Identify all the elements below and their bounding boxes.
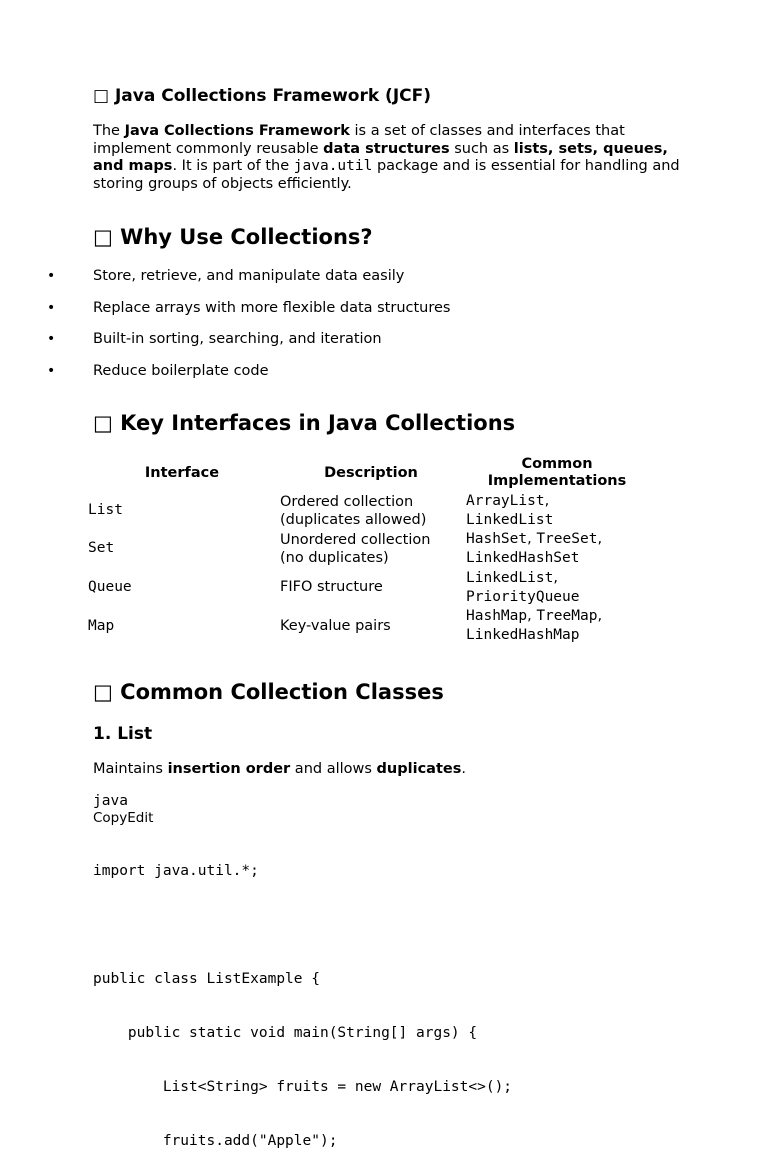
desc-line: Key-value pairs	[280, 618, 391, 634]
code-line: List<String> fruits = new ArrayList<>();	[93, 1079, 513, 1095]
classes-heading-text: Common Collection Classes	[120, 680, 444, 704]
code-line: public class ListExample {	[93, 971, 320, 987]
table-cell-implementations	[466, 530, 602, 568]
jcf-intro-paragraph	[93, 123, 693, 193]
box-icon: □	[93, 680, 113, 704]
bullet-icon: •	[47, 268, 56, 284]
table-cell-implementations	[466, 607, 602, 645]
table-cell-implementations	[466, 569, 580, 607]
desc-line: (no duplicates)	[280, 549, 389, 566]
jcf-heading-text: Java Collections Framework (JCF)	[114, 86, 432, 106]
intro-text: package and is essential for handling and storing groups of objects efficiently.	[93, 158, 680, 192]
intro-text: is a set of classes and interfaces that implement commonly reusable	[93, 123, 625, 157]
desc-line: FIFO structure	[280, 579, 383, 595]
intro-text: . It is part of the	[172, 158, 294, 174]
bullet-icon: •	[47, 300, 56, 316]
table-cell-description	[280, 579, 383, 597]
code-line: public static void main(String[] args) {	[93, 1025, 478, 1041]
table-header-line: Common	[521, 456, 593, 472]
impl-class: TreeSet	[536, 531, 598, 547]
bullet-item: Replace arrays with more flexible data structures	[93, 300, 451, 316]
table-cell-description	[280, 532, 430, 567]
table-header-description: Description	[324, 465, 418, 481]
impl-sep: ,	[527, 531, 537, 547]
impl-class: HashMap	[466, 608, 528, 624]
impl-sep: ,	[544, 493, 550, 509]
desc-line: Unordered collection	[280, 532, 431, 548]
bullet-item: Store, retrieve, and manipulate data easily	[93, 268, 405, 284]
impl-sep: ,	[597, 531, 603, 547]
list-desc-text: and allows	[290, 761, 377, 777]
table-cell-interface: List	[88, 502, 123, 518]
impl-class: LinkedList	[466, 570, 554, 586]
code-block	[93, 826, 512, 1168]
table-header-interface: Interface	[144, 465, 220, 481]
impl-line	[466, 569, 580, 588]
bullet-icon: •	[47, 363, 56, 379]
bullet-item: Built-in sorting, searching, and iteration	[93, 331, 382, 347]
list-desc-text: .	[461, 761, 466, 777]
desc-line: (duplicates allowed)	[280, 511, 427, 528]
table-header-line: Implementations	[487, 473, 627, 489]
box-icon: □	[93, 411, 113, 435]
impl-line: LinkedHashSet	[466, 550, 580, 566]
intro-package-name: java.util	[293, 158, 373, 174]
why-heading	[93, 225, 373, 249]
box-icon: □	[93, 86, 110, 106]
copy-edit-button[interactable]: CopyEdit	[93, 810, 154, 826]
code-line: fruits.add("Apple");	[93, 1133, 338, 1149]
table-cell-interface: Map	[88, 618, 115, 634]
list-desc-bold: insertion order	[167, 761, 291, 777]
impl-line: LinkedHashMap	[466, 627, 580, 643]
box-icon: □	[93, 225, 113, 249]
interfaces-heading	[93, 411, 515, 435]
code-line: import java.util.*;	[93, 863, 259, 879]
bullet-item: Reduce boilerplate code	[93, 363, 269, 379]
impl-line: PriorityQueue	[466, 589, 580, 605]
impl-class: ArrayList	[466, 493, 545, 509]
classes-heading	[93, 680, 444, 704]
table-cell-interface: Set	[88, 540, 115, 556]
table-cell-implementations	[466, 492, 553, 530]
table-cell-interface: Queue	[88, 579, 132, 595]
table-header-implementations	[462, 456, 652, 490]
code-line	[93, 916, 512, 934]
impl-class: TreeMap	[536, 608, 598, 624]
intro-text: The	[93, 123, 125, 139]
intro-bold-jcf: Java Collections Framework	[124, 123, 350, 139]
intro-bold-lists: lists, sets, queues, and maps	[93, 140, 668, 174]
interfaces-heading-text: Key Interfaces in Java Collections	[120, 411, 516, 435]
intro-text: such as	[449, 140, 514, 157]
impl-sep: ,	[553, 570, 558, 586]
impl-sep: ,	[527, 608, 537, 624]
impl-line: LinkedList	[466, 512, 554, 528]
list-desc-bold: duplicates	[376, 761, 462, 777]
impl-sep: ,	[597, 608, 603, 624]
impl-line	[466, 530, 602, 549]
why-heading-text: Why Use Collections?	[120, 225, 373, 249]
list-description	[93, 761, 693, 779]
list-desc-text: Maintains	[93, 761, 168, 777]
code-language-label: java	[93, 793, 128, 809]
intro-bold-data-structures: data structures	[323, 140, 450, 157]
impl-line	[466, 607, 602, 626]
impl-line	[466, 492, 553, 511]
list-subheading: 1. List	[93, 724, 153, 744]
bullet-icon: •	[47, 331, 56, 347]
desc-line: Ordered collection	[280, 494, 414, 510]
table-cell-description	[280, 494, 426, 529]
jcf-heading	[93, 86, 431, 106]
table-cell-description	[280, 618, 391, 636]
impl-class: HashSet	[466, 531, 528, 547]
